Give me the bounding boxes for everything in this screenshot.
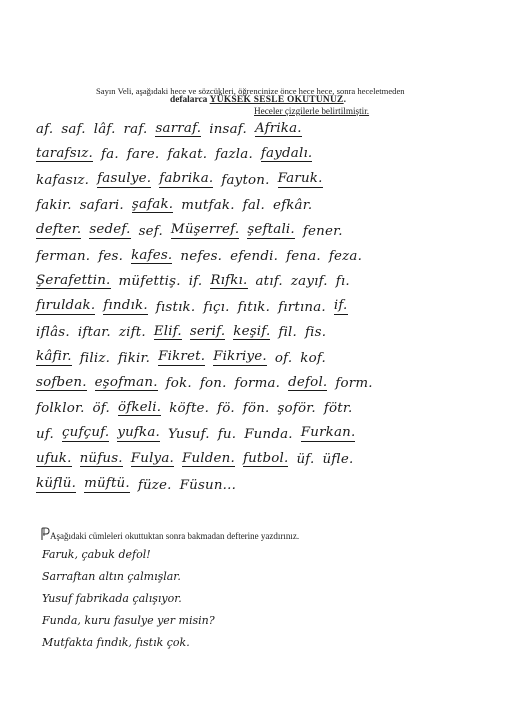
- handwritten-word: defol.: [288, 374, 328, 390]
- handwritten-word: fil.: [278, 325, 297, 341]
- handwritten-word: fıruldak.: [36, 298, 96, 314]
- handwritten-word: Funda.: [244, 426, 293, 442]
- instruction-emphasis-period: .: [343, 95, 346, 105]
- handwritten-word: filiz.: [79, 350, 111, 366]
- word-line: [36, 238, 502, 264]
- handwritten-word: zayıf.: [290, 274, 328, 290]
- handwritten-word: feza.: [328, 249, 363, 264]
- handwritten-word: şeftali.: [247, 222, 295, 238]
- handwritten-word: if.: [188, 274, 203, 290]
- instruction-line-1: Sayın Veli, aşağıdaki hece ve sözcükleri, öğrencinize önce hece hece, sonra heceletmeden: [96, 86, 405, 96]
- handwritten-word: Müşerref.: [170, 222, 240, 238]
- practice-sentence: Faruk, çabuk defol!: [42, 548, 151, 561]
- handwritten-word: fakat.: [167, 147, 208, 163]
- handwritten-word: efendi.: [230, 249, 279, 264]
- handwritten-word: ferman.: [36, 249, 91, 264]
- handwritten-word: fare.: [126, 147, 160, 163]
- handwritten-word: fabrika.: [159, 171, 214, 187]
- handwritten-word: fazla.: [215, 147, 253, 163]
- handwritten-word: Füsun...: [179, 477, 237, 493]
- handwritten-word: if.: [333, 298, 348, 314]
- handwritten-word: fön.: [242, 401, 270, 417]
- word-line: [36, 162, 502, 188]
- handwritten-word: serif.: [189, 323, 226, 339]
- handwritten-word: nüfus.: [79, 450, 123, 466]
- handwritten-word: öf.: [92, 401, 110, 417]
- handwritten-word: üf.: [296, 452, 315, 468]
- handwritten-word: atıf.: [255, 274, 283, 290]
- handwritten-word: fis.: [305, 325, 327, 341]
- handwritten-word: Fulya.: [130, 450, 174, 466]
- handwritten-word: fon.: [199, 376, 227, 391]
- handwritten-word: af.: [36, 122, 54, 137]
- word-line: [36, 467, 502, 493]
- word-line: [36, 289, 502, 315]
- handwritten-word: ufuk.: [36, 450, 72, 466]
- handwritten-word: iftar.: [77, 325, 111, 341]
- practice-sentence: Sarraftan altın çalmışlar.: [42, 570, 181, 583]
- handwritten-word: tarafsız.: [36, 145, 93, 161]
- handwritten-word: sofben.: [36, 374, 87, 390]
- handwritten-word: iflâs.: [36, 325, 70, 341]
- handwritten-word: saf.: [61, 122, 86, 137]
- handwritten-word: kafasız.: [36, 172, 90, 188]
- handwritten-word: kâfir.: [36, 349, 72, 365]
- handwritten-word: fıstık.: [155, 299, 196, 315]
- handwritten-word: fakir.: [36, 198, 72, 214]
- practice-sentence: Mutfakta fındık, fıstık çok.: [42, 636, 190, 649]
- handwritten-word: insaf.: [209, 122, 247, 137]
- handwritten-word: uf.: [36, 426, 54, 442]
- word-line: [36, 340, 502, 366]
- handwritten-word: öfkeli.: [117, 399, 162, 415]
- handwritten-word: kof.: [300, 350, 326, 366]
- handwritten-word: safari.: [79, 198, 124, 214]
- handwritten-word: füze.: [137, 477, 172, 493]
- handwritten-word: kafes.: [131, 247, 173, 263]
- handwritten-word: Fikriye.: [213, 349, 267, 365]
- handwritten-word: şoför.: [277, 401, 316, 417]
- handwritten-word: form.: [335, 376, 373, 391]
- handwritten-word: Elif.: [153, 323, 182, 339]
- handwritten-word: Furkan.: [300, 425, 356, 441]
- handwritten-word: fıtık.: [237, 299, 271, 315]
- instruction-emphasis-underlined: YÜKSEK SESLE OKUTUNUZ: [209, 95, 344, 105]
- handwritten-word: fu.: [217, 426, 237, 442]
- handwritten-word: yufka.: [117, 425, 161, 441]
- instruction-line-2: [170, 95, 346, 105]
- handwritten-word: Şerafettin.: [36, 272, 111, 288]
- word-line: [36, 263, 502, 289]
- handwritten-word: Faruk.: [277, 171, 323, 187]
- handwritten-word: fes.: [98, 249, 124, 264]
- handwritten-word: çufçuf.: [61, 425, 110, 441]
- handwritten-word: fötr.: [323, 401, 353, 417]
- word-line: [36, 365, 502, 391]
- handwritten-word: Afrika.: [254, 120, 302, 136]
- handwritten-word: efkâr.: [272, 198, 313, 214]
- handwritten-word: fa.: [100, 147, 119, 163]
- handwritten-word: sarraf.: [155, 120, 202, 136]
- handwritten-word: Fikret.: [158, 349, 206, 365]
- handwritten-word: futbol.: [242, 450, 289, 466]
- word-line: [36, 441, 502, 467]
- handwritten-word: fırtına.: [278, 299, 326, 315]
- handwritten-word: sedef.: [89, 222, 131, 238]
- practice-sentence: Funda, kuru fasulye yer misin?: [42, 614, 215, 627]
- handwritten-word: fındık.: [103, 298, 148, 314]
- handwritten-word: fok.: [165, 376, 192, 391]
- section2-instruction: Aşağıdaki cümleleri okuttuktan sonra bakmadan defterine yazdırınız.: [50, 531, 300, 541]
- handwritten-word: fikir.: [118, 350, 151, 366]
- handwritten-word: küflü.: [36, 476, 77, 492]
- handwritten-word: fasulye.: [97, 171, 152, 187]
- handwritten-word: Fulden.: [181, 450, 235, 466]
- handwritten-word: fayton.: [221, 172, 270, 188]
- handwritten-word: fö.: [217, 401, 235, 417]
- instruction-line-3: Heceler çizgilerle belirtilmiştir.: [254, 106, 370, 116]
- word-line: [36, 187, 502, 213]
- handwritten-word: üfle.: [322, 452, 354, 468]
- word-line: [36, 390, 502, 416]
- handwritten-word: lâf.: [93, 122, 116, 137]
- word-line: [36, 314, 502, 340]
- handwritten-word: faydalı.: [260, 145, 313, 161]
- handwritten-word: folklor.: [36, 401, 85, 417]
- handwritten-word: raf.: [123, 122, 148, 137]
- handwritten-word: köfte.: [169, 401, 210, 417]
- word-line: [36, 136, 502, 162]
- handwritten-word: of.: [274, 350, 293, 366]
- word-line: [36, 111, 502, 137]
- handwritten-word: fener.: [302, 223, 343, 239]
- handwritten-word: müfettiş.: [118, 274, 181, 290]
- practice-sentence: Yusuf fabrikada çalışıyor.: [42, 592, 182, 605]
- handwritten-word: forma.: [234, 376, 281, 391]
- handwritten-word: Rıfkı.: [210, 272, 248, 288]
- handwritten-word: fıçı.: [203, 299, 230, 315]
- handwritten-word: keşif.: [233, 323, 271, 339]
- handwritten-word: müftü.: [84, 476, 130, 492]
- handwritten-word: fı.: [335, 274, 350, 290]
- handwritten-word: defter.: [36, 222, 82, 238]
- handwritten-word: zift.: [118, 325, 146, 341]
- handwritten-word: eşofman.: [94, 374, 158, 390]
- handwritten-word: sef.: [138, 223, 163, 239]
- handwritten-word: Yusuf.: [168, 426, 210, 442]
- instruction-emphasis-prefix: defalarca: [170, 95, 208, 105]
- handwritten-word: nefes.: [180, 249, 223, 264]
- handwritten-word: fena.: [286, 249, 321, 264]
- word-line: [36, 416, 502, 442]
- word-line: [36, 213, 502, 239]
- handwritten-word: şafak.: [131, 196, 174, 212]
- handwritten-word: mutfak.: [181, 198, 235, 214]
- handwritten-word: fal.: [242, 198, 265, 214]
